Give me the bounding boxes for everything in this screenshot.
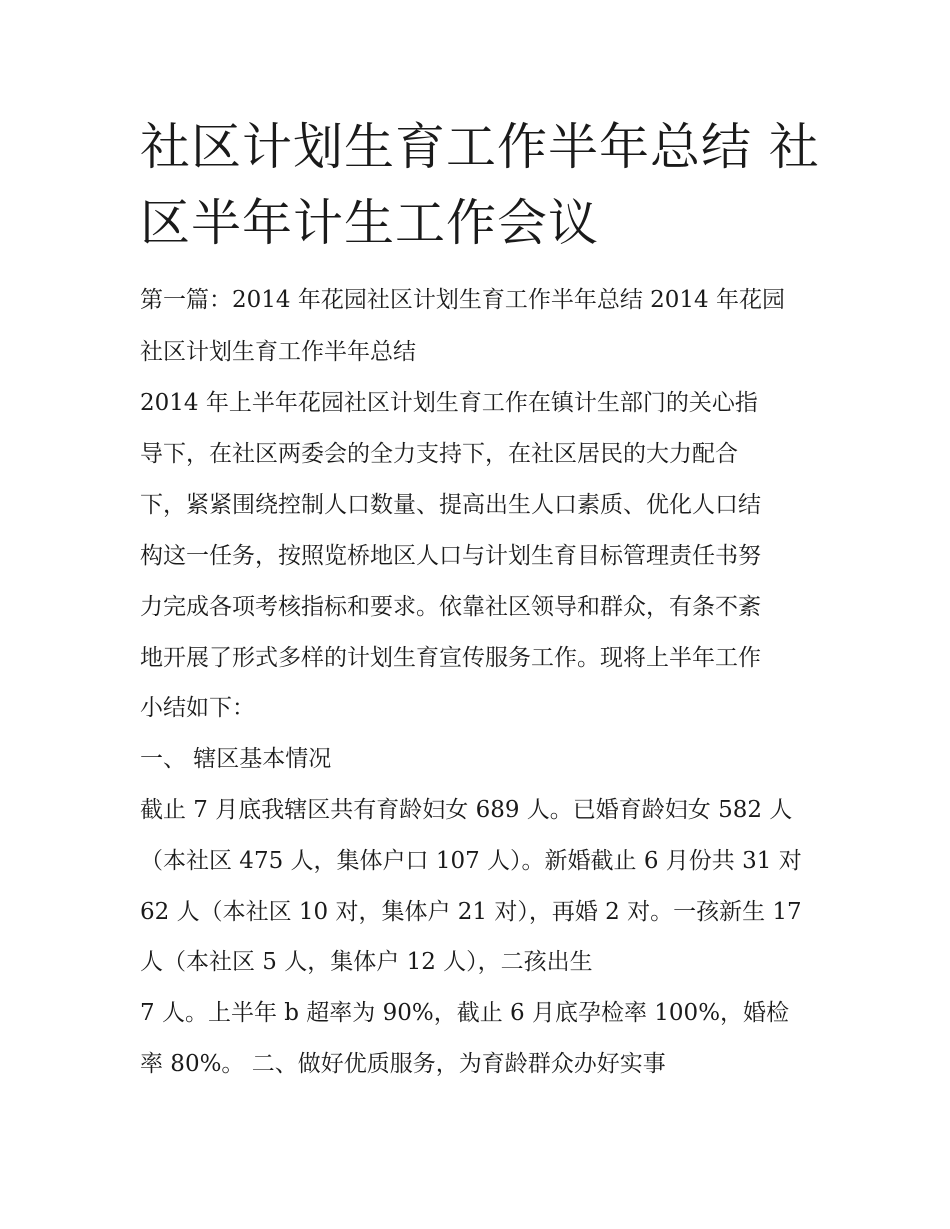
document-title-line-1: 社区计划生育工作半年总结 社: [140, 118, 820, 176]
paragraph-line: 下，紧紧围绕控制人口数量、提高出生人口素质、优化人口结: [140, 492, 761, 518]
paragraph-line: 率 80%。 二、做好优质服务，为育龄群众办好实事: [140, 1051, 666, 1077]
paragraph-line: 构这一任务，按照览桥地区人口与计划生育目标管理责任书努: [140, 543, 761, 569]
subsection-heading: 一、 辖区基本情况: [140, 746, 332, 772]
document-title-line-2: 区半年计生工作会议: [140, 194, 599, 252]
section-heading-line-2: 社区计划生育工作半年总结: [140, 339, 416, 365]
paragraph-line: 地开展了形式多样的计划生育宣传服务工作。现将上半年工作: [140, 645, 761, 671]
paragraph-line: 62 人（本社区 10 对，集体户 21 对），再婚 2 对。一孩新生 17: [140, 899, 802, 925]
paragraph-line: 导下，在社区两委会的全力支持下，在社区居民的大力配合: [140, 441, 738, 467]
paragraph-line: 力完成各项考核指标和要求。依靠社区领导和群众，有条不紊: [140, 594, 761, 620]
paragraph-line: （本社区 475 人，集体户口 107 人）。新婚截止 6 月份共 31 对: [140, 848, 802, 874]
paragraph-line: 7 人。上半年 b 超率为 90%，截止 6 月底孕检率 100%，婚检: [140, 1000, 790, 1026]
paragraph-line: 人（本社区 5 人，集体户 12 人），二孩出生: [140, 949, 593, 975]
section-heading-line-1: 第一篇：2014 年花园社区计划生育工作半年总结 2014 年花园: [140, 287, 785, 313]
paragraph-line: 2014 年上半年花园社区计划生育工作在镇计生部门的关心指: [140, 390, 758, 416]
paragraph-line: 小结如下：: [140, 695, 255, 721]
paragraph-line: 截止 7 月底我辖区共有育龄妇女 689 人。已婚育龄妇女 582 人: [140, 797, 793, 823]
